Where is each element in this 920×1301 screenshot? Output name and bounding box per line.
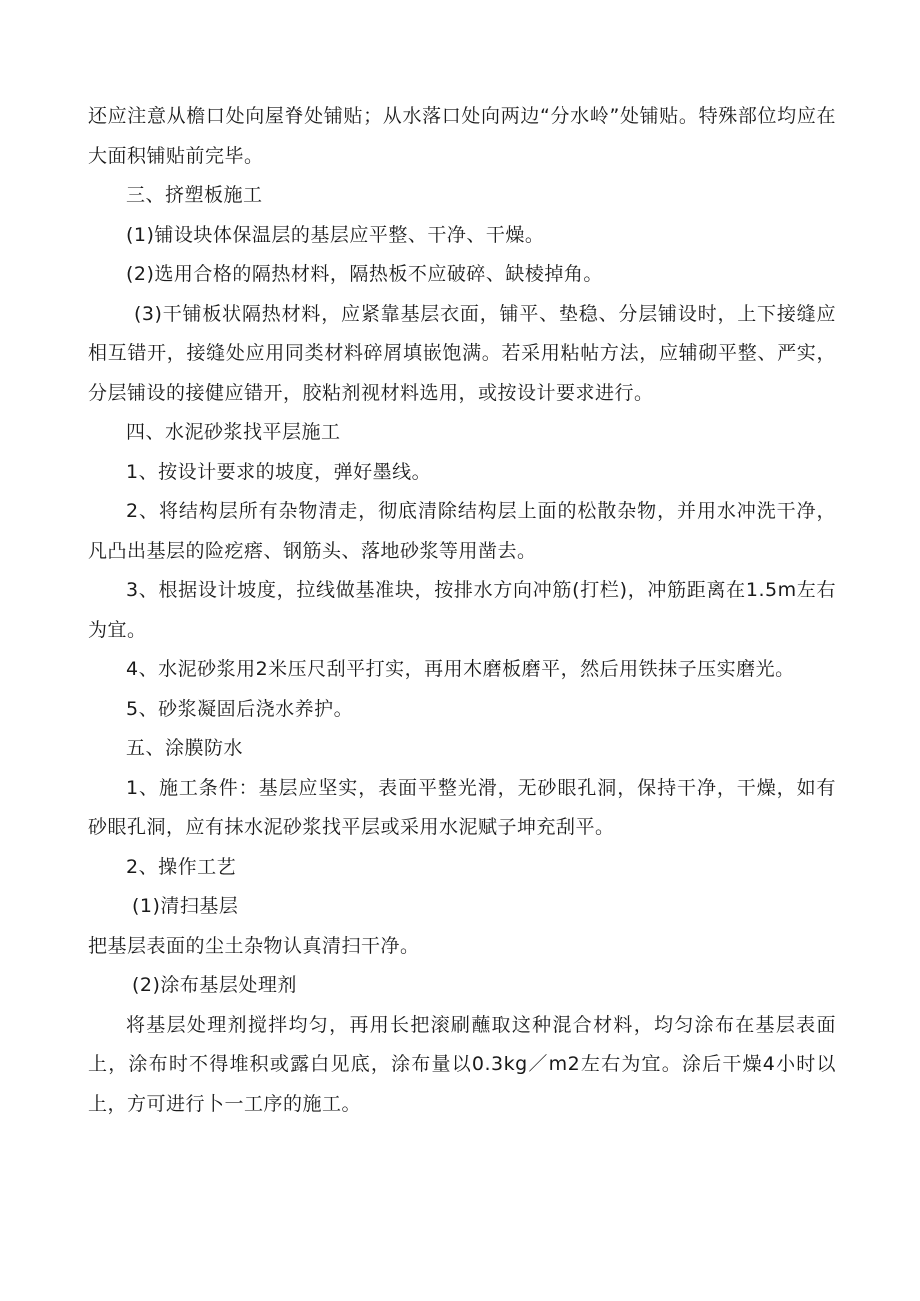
list-item-4-2: 2、将结构层所有杂物清走，彻底清除结构层上面的松散杂物，并用水冲洗干净，凡凸出基层的险疙瘩、钢筋头、落地砂浆等用凿去。	[88, 500, 836, 562]
list-item-4-1: 1、按设计要求的坡度，弹好墨线。	[126, 460, 432, 483]
section-heading-3: 三、挤塑板施工	[126, 184, 263, 206]
section-heading-5: 五、涂膜防水	[126, 737, 244, 759]
list-item-3-2: (2)选用合格的隔热材料，隔热板不应破碎、缺棱掉角。	[126, 263, 603, 285]
sub-heading-primer: (2)涂布基层处理剂	[132, 974, 297, 996]
list-item-4-5: 5、砂浆凝固后浇水养护。	[126, 697, 354, 720]
list-item-4-4: 4、水泥砂浆用2米压尺刮平打实，再用木磨板磨平，然后用铁抹子压实磨光。	[126, 658, 795, 680]
list-item-4-3: 3、根据设计坡度，拉线做基准块，按排水方向冲筋(打栏)，冲筋距离在1.5m左右为宜。	[88, 579, 836, 641]
paragraph-clean-base: 把基层表面的尘土杂物认真清扫干净。	[88, 934, 420, 957]
list-item-3-3: (3)干铺板状隔热材料，应紧靠基层衣面，铺平、垫稳、分层铺设时，上下接缝应相互错开，接缝处应用同类材料碎屑填嵌饱满。若采用粘帖方法，应辅砌平整、严实，分层铺设的接健应错开，胶粘剂视材料选用，或按设计要求进行。	[88, 302, 836, 404]
document-body	[88, 97, 836, 1124]
list-item-5-2: 2、操作工艺	[126, 855, 237, 878]
list-item-3-1: (1)铺设块体保温层的基层应平整、干净、干燥。	[126, 223, 545, 246]
paragraph-primer: 将基层处理剂搅拌均匀，再用长把滚刷蘸取这种混合材料，均匀涂布在基层表面上，涂布时不得堆积或露白见底，涂布量以0.3kg／m2左右为宜。涂后干燥4小时以上，方可进行卜一工序的施工。	[88, 1013, 836, 1115]
paragraph-continuation: 还应注意从檐口处向屋脊处铺贴；从水落口处向两边“分水岭”处铺贴。特殊部位均应在大面积铺贴前完毕。	[88, 105, 836, 167]
sub-heading-clean-base: (1)清扫基层	[132, 895, 239, 917]
list-item-5-1: 1、施工条件：基层应坚实，表面平整光滑，无砂眼孔洞，保持干净，干燥，如有砂眼孔洞，应有抹水泥砂浆找平层或采用水泥赋子坤充刮平。	[88, 776, 836, 838]
section-heading-4: 四、水泥砂浆找平层施工	[126, 421, 341, 443]
